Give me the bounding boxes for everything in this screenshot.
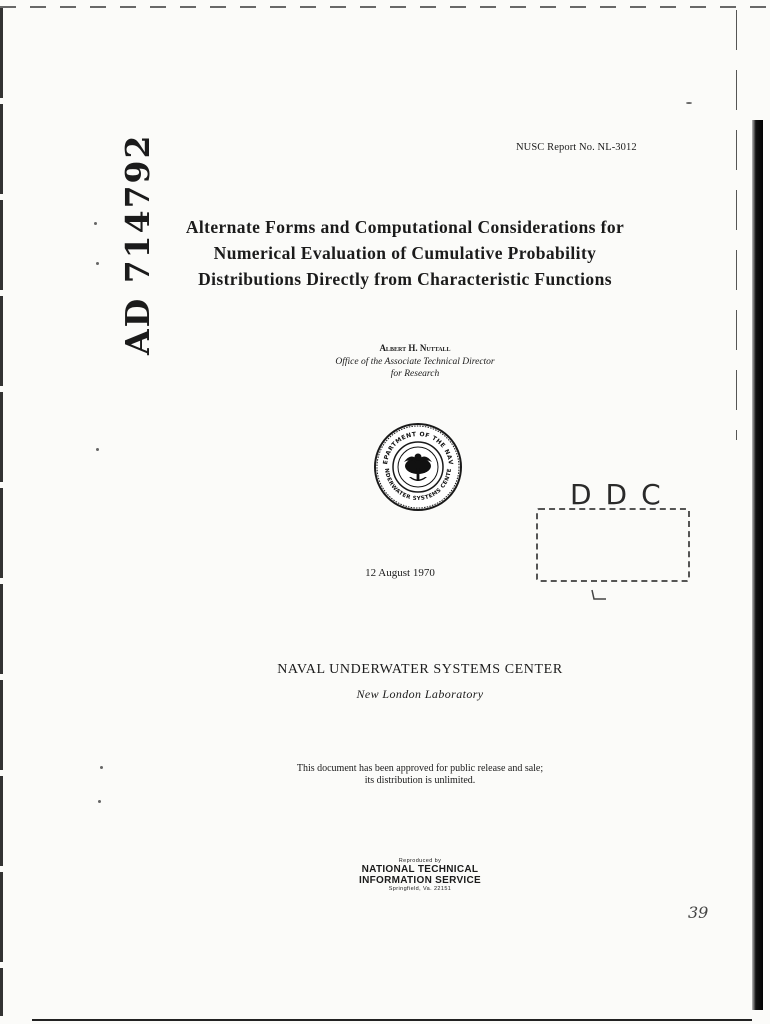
title-line: Distributions Directly from Characteristic Functions <box>198 269 612 289</box>
scan-speck <box>100 766 103 769</box>
document-title <box>160 214 650 292</box>
distribution-line: its distribution is unlimited. <box>364 775 476 786</box>
ntis-reproduction-notice <box>320 858 520 893</box>
ntis-location: Springfield, Va. 22151 <box>388 886 452 892</box>
ddc-stamp-letters: DDC <box>570 478 675 511</box>
ntis-reproduced-by: Reproduced by <box>398 858 442 864</box>
ad-number-stamp <box>118 133 158 565</box>
scan-speck <box>686 102 692 104</box>
seal-bottom-text: NDERWATER SYSTEMS CENTE <box>382 467 454 503</box>
distribution-statement <box>170 763 670 787</box>
report-number: NUSC Report No. NL-3012 <box>516 142 637 153</box>
scan-speck <box>98 800 101 803</box>
office-line: Office of the Associate Technical Director <box>335 357 495 367</box>
stamp-mark <box>590 588 610 602</box>
seal-top-text: EPARTMENT OF THE NAV <box>382 430 455 466</box>
office-line: for Research <box>390 369 440 379</box>
ntis-line-2: INFORMATION SERVICE <box>358 874 481 886</box>
title-line: Alternate Forms and Computational Considerations for <box>185 217 625 237</box>
ad-number-text: AD 714792 <box>118 133 157 355</box>
scan-dash-border <box>0 6 770 8</box>
scan-bottom-line <box>32 1019 752 1021</box>
organization-name: NAVAL UNDERWATER SYSTEMS CENTER <box>277 662 563 677</box>
scan-speck <box>96 262 99 265</box>
handwritten-mark: 39 <box>688 903 709 922</box>
ntis-line-1: NATIONAL TECHNICAL <box>361 864 479 875</box>
scan-speck <box>96 448 99 451</box>
scan-right-edge <box>736 10 737 440</box>
navy-seal-emblem <box>373 422 463 512</box>
author-name: Albert H. Nuttall <box>379 343 451 353</box>
author-office <box>250 356 580 380</box>
distribution-line: This document has been approved for public release and sale; <box>296 763 544 774</box>
scan-left-edge <box>0 8 3 1016</box>
report-date: 12 August 1970 <box>365 567 435 579</box>
ddc-stamp-box <box>536 508 690 582</box>
ddc-stamp <box>530 478 690 608</box>
scan-speck <box>94 222 97 225</box>
scan-right-shadow <box>752 120 763 1010</box>
laboratory-name: New London Laboratory <box>356 687 484 701</box>
title-line: Numerical Evaluation of Cumulative Probability <box>213 243 597 263</box>
